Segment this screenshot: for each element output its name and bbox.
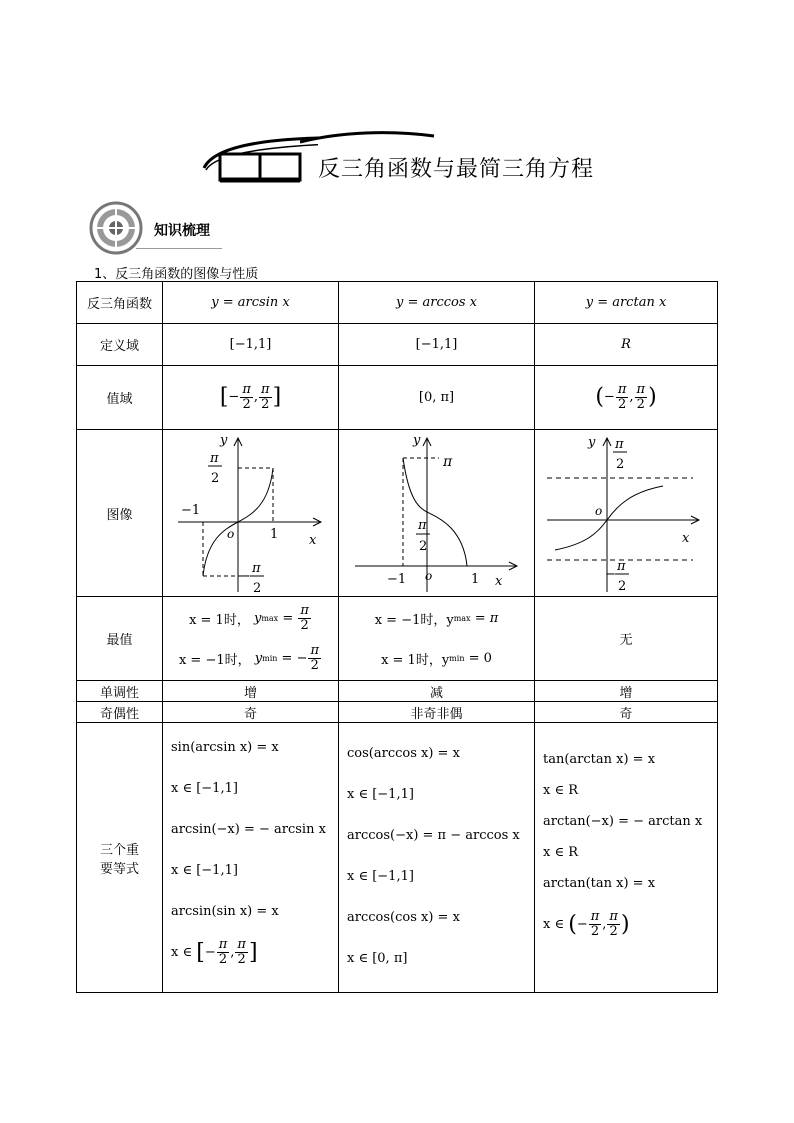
identity-line: x ∈ R bbox=[543, 783, 579, 798]
identity-line: arcsin(−x) = − arcsin x bbox=[171, 822, 326, 837]
identities-arccos bbox=[339, 723, 535, 993]
identity-line: sin(arcsin x) = x bbox=[171, 740, 279, 755]
y-axis-label: y bbox=[588, 435, 596, 450]
identity-line: x ∈ [0, π] bbox=[347, 951, 408, 966]
arcsin-graph bbox=[163, 430, 338, 596]
parity-label: 奇偶性 bbox=[77, 702, 163, 723]
x-axis-label: x bbox=[682, 531, 690, 546]
inverse-trig-table bbox=[76, 281, 718, 993]
domain-label: 定义域 bbox=[77, 324, 163, 366]
origin-label: o bbox=[227, 527, 235, 541]
table-row-range bbox=[77, 366, 718, 430]
minus-label: − bbox=[240, 569, 251, 584]
section-title: 知识梳理 bbox=[154, 223, 210, 239]
pi-label: π bbox=[615, 437, 624, 452]
parity-arccos: 非奇非偶 bbox=[339, 702, 535, 723]
origin-label: o bbox=[425, 569, 433, 583]
table-row-header bbox=[77, 282, 718, 324]
identity-line: arcsin(sin x) = x bbox=[171, 904, 279, 919]
identity-line: arccos(−x) = π − arccos x bbox=[347, 828, 520, 843]
pi-label: π bbox=[418, 518, 427, 533]
identities-label: 三个重 要等式 bbox=[77, 723, 163, 993]
parity-arcsin: 奇 bbox=[163, 702, 339, 723]
graph-arcsin-cell bbox=[163, 430, 339, 597]
graph-label: 图像 bbox=[77, 430, 163, 597]
table-row-domain bbox=[77, 324, 718, 366]
arccos-graph bbox=[339, 430, 534, 596]
identity-line: cos(arccos x) = x bbox=[347, 746, 460, 761]
pi-label: π bbox=[210, 451, 219, 466]
y-axis-label: y bbox=[413, 433, 421, 448]
subheading: 1、反三角函数的图像与性质 bbox=[94, 267, 259, 282]
identity-line: x ∈ [−1,1] bbox=[347, 787, 414, 802]
table-row-identities bbox=[77, 723, 718, 993]
pi-label: π bbox=[617, 559, 626, 574]
identity-line-range: x ∈ ( − $\frac{\pi}{2}$ , $\frac{\pi}{2}$ ) bbox=[543, 908, 630, 939]
range-arcsin: [− $\frac{\pi}{2}$ , $\frac{\pi}{2}$ ] bbox=[163, 366, 339, 430]
range-arctan: (− $\frac{\pi}{2}$ , $\frac{\pi}{2}$ ) bbox=[535, 366, 718, 430]
header-arc-line bbox=[300, 128, 440, 148]
identity-line-range: x ∈ [ − $\frac{\pi}{2}$ , $\frac{\pi}{2}$ ] bbox=[171, 937, 258, 967]
domain-arccos: [−1,1] bbox=[339, 324, 535, 366]
tick-neg-one: −1 bbox=[387, 572, 407, 587]
table-row-extreme bbox=[77, 597, 718, 681]
table-row-graph bbox=[77, 430, 718, 597]
range-arccos: [0, π] bbox=[339, 366, 535, 430]
x-axis-label: x bbox=[309, 533, 317, 548]
header-label: 反三角函数 bbox=[77, 282, 163, 324]
two-label: 2 bbox=[419, 539, 428, 554]
page-title: 反三角函数与最简三角方程 bbox=[318, 157, 595, 182]
y-axis-label: y bbox=[220, 433, 228, 448]
monotonic-arctan: 增 bbox=[535, 681, 718, 702]
extreme-label: 最值 bbox=[77, 597, 163, 681]
section-divider bbox=[136, 248, 222, 249]
identities-arcsin bbox=[163, 723, 339, 993]
two-label: 2 bbox=[616, 457, 625, 472]
extreme-arccos: x = −1时，y max = π x = 1时，y min = 0 bbox=[339, 597, 535, 681]
pi-label: π bbox=[252, 561, 261, 576]
identities-arctan bbox=[535, 723, 718, 993]
range-label: 值域 bbox=[77, 366, 163, 430]
graph-arccos-cell bbox=[339, 430, 535, 597]
table-row-parity bbox=[77, 702, 718, 723]
extreme-arctan: 无 bbox=[535, 597, 718, 681]
two-label: 2 bbox=[618, 579, 627, 594]
parity-arctan: 奇 bbox=[535, 702, 718, 723]
identity-line: x ∈ [−1,1] bbox=[171, 863, 238, 878]
domain-arcsin: [−1,1] bbox=[163, 324, 339, 366]
monotonic-label: 单调性 bbox=[77, 681, 163, 702]
tick-one: 1 bbox=[270, 527, 279, 542]
graph-arctan-cell bbox=[535, 430, 718, 597]
arctan-graph bbox=[535, 430, 717, 596]
header-arccos: y = arccos x bbox=[339, 282, 535, 324]
identity-line: arccos(cos x) = x bbox=[347, 910, 460, 925]
table-row-monotonic bbox=[77, 681, 718, 702]
two-label: 2 bbox=[253, 581, 262, 596]
origin-label: o bbox=[595, 504, 603, 518]
two-label: 2 bbox=[211, 471, 220, 486]
tick-neg-one: −1 bbox=[181, 503, 201, 518]
tick-one: 1 bbox=[471, 572, 480, 587]
extreme-arcsin: x = 1时， y max = $\frac{\pi}{2}$ x = −1时， y min = − $\frac{\pi}{2}$ bbox=[163, 597, 339, 681]
domain-arctan: R bbox=[535, 324, 718, 366]
identity-line: x ∈ [−1,1] bbox=[171, 781, 238, 796]
monotonic-arccos: 减 bbox=[339, 681, 535, 702]
identity-line: x ∈ R bbox=[543, 845, 579, 860]
x-axis-label: x bbox=[495, 574, 503, 589]
identity-line: x ∈ [−1,1] bbox=[347, 869, 414, 884]
identity-line: arctan(tan x) = x bbox=[543, 876, 656, 891]
monotonic-arcsin: 增 bbox=[163, 681, 339, 702]
header-arctan: y = arctan x bbox=[535, 282, 718, 324]
header-arcsin: y = arcsin x bbox=[163, 282, 339, 324]
identity-line: tan(arctan x) = x bbox=[543, 751, 656, 767]
pi-label: π bbox=[443, 454, 453, 470]
identity-line: arctan(−x) = − arctan x bbox=[543, 814, 703, 829]
minus-label: − bbox=[605, 567, 616, 582]
